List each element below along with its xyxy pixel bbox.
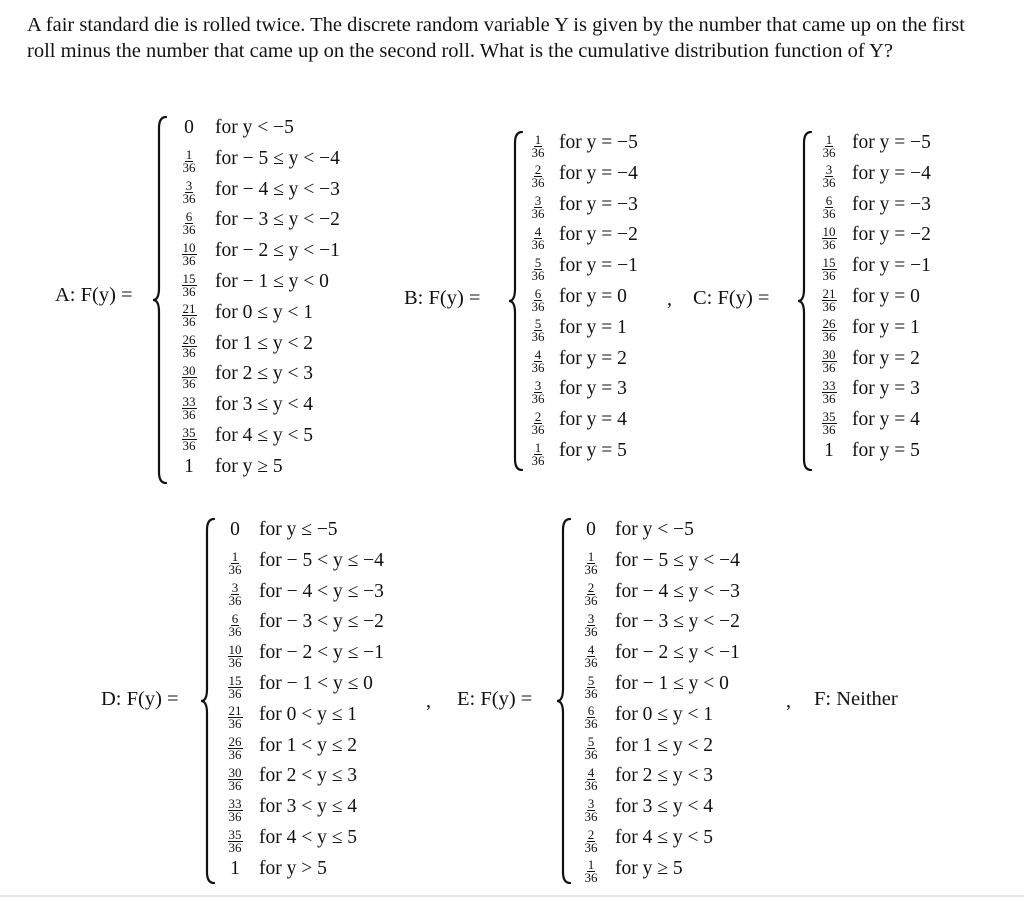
option-d-brace: [198, 518, 218, 884]
option-e-comma: ,: [786, 690, 791, 712]
probability-value: $\frac{33}{36}$: [822, 377, 836, 406]
piecewise-row: [220, 700, 357, 730]
probability-value: $\frac{6}{36}$: [584, 703, 598, 732]
condition-text: for 2 ≤ y < 3: [215, 363, 314, 385]
condition-text: for y = 3: [559, 378, 627, 400]
probability-value: $\frac{1}{36}$: [182, 147, 196, 176]
probability-value: $\frac{21}{36}$: [182, 301, 196, 330]
condition-text: for − 5 ≤ y < −4: [215, 147, 340, 169]
option-e-label: E: F(y) =: [457, 688, 533, 710]
probability-value: 0: [184, 117, 194, 138]
probability-value: $\frac{10}{36}$: [182, 239, 196, 268]
condition-text: for y = −5: [559, 132, 638, 153]
piecewise-row: [220, 638, 384, 668]
condition-text: for y = 1: [559, 316, 627, 338]
piecewise-row: [815, 159, 931, 189]
piecewise-row: [172, 390, 313, 420]
piecewise-row: [526, 344, 627, 374]
condition-text: for 0 < y ≤ 1: [259, 703, 358, 725]
probability-value: 1: [184, 455, 194, 477]
probability-value: $\frac{3}{36}$: [822, 162, 836, 191]
option-c-brace: [795, 131, 815, 471]
piecewise-row: [576, 515, 694, 545]
probability-value: 0: [230, 519, 240, 540]
probability-value: $\frac{33}{36}$: [228, 795, 242, 824]
piecewise-row: [220, 607, 384, 637]
condition-text: for 1 ≤ y < 2: [615, 734, 714, 756]
probability-value: $\frac{3}{36}$: [531, 193, 545, 222]
condition-text: for y = −2: [559, 224, 638, 246]
probability-value: $\frac{35}{36}$: [822, 408, 836, 437]
condition-text: for y ≥ 5: [615, 857, 683, 879]
probability-value: $\frac{10}{36}$: [822, 223, 836, 252]
probability-value: $\frac{5}{36}$: [531, 254, 545, 283]
piecewise-row: [815, 405, 920, 435]
condition-text: for 2 < y ≤ 3: [259, 765, 358, 787]
piecewise-row: [172, 359, 313, 389]
piecewise-row: [526, 159, 638, 189]
condition-text: for − 5 ≤ y < −4: [615, 549, 740, 571]
piecewise-row: [526, 436, 627, 466]
probability-value: $\frac{15}{36}$: [822, 254, 836, 283]
probability-value: $\frac{2}{36}$: [584, 826, 598, 855]
probability-value: $\frac{4}{36}$: [531, 223, 545, 252]
condition-text: for 4 < y ≤ 5: [259, 827, 358, 848]
probability-value: 1: [230, 857, 240, 879]
piecewise-row: [576, 792, 713, 822]
piecewise-row: [526, 374, 627, 404]
probability-value: $\frac{3}{36}$: [584, 610, 598, 639]
piecewise-row: [172, 421, 313, 451]
probability-value: $\frac{6}{36}$: [182, 208, 196, 237]
condition-text: for y = 4: [559, 409, 627, 431]
piecewise-row: [815, 220, 931, 250]
probability-value: $\frac{4}{36}$: [584, 641, 598, 670]
condition-text: for − 3 ≤ y < −2: [215, 209, 340, 231]
piecewise-row: [576, 577, 740, 607]
probability-value: $\frac{3}{36}$: [584, 795, 598, 824]
piecewise-row: [526, 128, 638, 158]
piecewise-row: [526, 251, 638, 281]
condition-text: for y < −5: [215, 117, 294, 138]
probability-value: $\frac{1}{36}$: [584, 857, 598, 886]
condition-text: for − 5 < y ≤ −4: [259, 549, 384, 571]
condition-text: for y = 4: [852, 409, 920, 431]
option-a-label: A: F(y) =: [55, 284, 133, 306]
probability-value: $\frac{33}{36}$: [182, 393, 196, 422]
condition-text: for − 1 < y ≤ 0: [259, 673, 373, 694]
probability-value: $\frac{1}{36}$: [531, 439, 545, 468]
probability-value: $\frac{2}{36}$: [531, 162, 545, 191]
condition-text: for y = 2: [559, 347, 627, 369]
piecewise-row: [220, 577, 384, 607]
condition-text: for − 2 < y ≤ −1: [259, 642, 384, 664]
probability-value: $\frac{5}{36}$: [531, 316, 545, 345]
piecewise-row: [172, 205, 340, 235]
condition-text: for 3 < y ≤ 4: [259, 796, 358, 818]
condition-text: for − 4 ≤ y < −3: [615, 580, 740, 602]
condition-text: for − 3 < y ≤ −2: [259, 611, 384, 633]
piecewise-row: [172, 236, 340, 266]
probability-value: $\frac{5}{36}$: [584, 734, 598, 763]
piecewise-row: [815, 282, 920, 312]
condition-text: for y = −2: [852, 224, 931, 246]
condition-text: for 2 ≤ y < 3: [615, 765, 714, 787]
condition-text: for y = 0: [852, 286, 920, 307]
condition-text: for y = −3: [559, 193, 638, 215]
piecewise-row: [526, 282, 627, 312]
condition-text: for y = 1: [852, 316, 920, 338]
probability-value: $\frac{6}{36}$: [228, 610, 242, 639]
probability-value: $\frac{3}{36}$: [182, 178, 196, 207]
piecewise-row: [172, 113, 294, 143]
condition-text: for − 2 ≤ y < −1: [615, 642, 740, 664]
piecewise-row: [172, 144, 340, 174]
piecewise-row: [576, 638, 740, 668]
condition-text: for 3 ≤ y < 4: [615, 796, 714, 818]
piecewise-row: [220, 546, 384, 576]
condition-text: for − 1 ≤ y < 0: [615, 673, 729, 694]
piecewise-row: [172, 452, 283, 482]
condition-text: for y = −4: [852, 162, 931, 184]
option-e-brace: [554, 518, 574, 884]
piecewise-row: [172, 175, 340, 205]
piecewise-row: [172, 298, 313, 328]
piecewise-row: [576, 669, 729, 699]
probability-value: $\frac{26}{36}$: [182, 332, 196, 361]
condition-text: for y > 5: [259, 857, 327, 879]
piecewise-row: [815, 128, 931, 158]
condition-text: for y < −5: [615, 519, 694, 540]
option-b-comma: ,: [667, 288, 672, 310]
condition-text: for − 1 ≤ y < 0: [215, 271, 329, 292]
option-d-comma: ,: [426, 690, 431, 712]
probability-value: $\frac{1}{36}$: [584, 549, 598, 578]
piecewise-row: [815, 251, 931, 281]
probability-value: $\frac{26}{36}$: [228, 734, 242, 763]
question-text: A fair standard die is rolled twice. The discrete random variable Y is given by the number that came up on the first roll minus the number that came up on the second roll. What is the cumulative distribution function of Y?: [27, 14, 965, 62]
piecewise-row: [220, 731, 357, 761]
condition-text: for y = 0: [559, 286, 627, 307]
piecewise-row: [526, 405, 627, 435]
condition-text: for y = −4: [559, 162, 638, 184]
condition-text: for y ≥ 5: [215, 455, 283, 477]
probability-value: $\frac{3}{36}$: [531, 377, 545, 406]
probability-value: $\frac{4}{36}$: [584, 764, 598, 793]
condition-text: for − 2 ≤ y < −1: [215, 240, 340, 262]
probability-value: $\frac{15}{36}$: [228, 672, 242, 701]
condition-text: for y = 2: [852, 347, 920, 369]
probability-value: $\frac{30}{36}$: [822, 347, 836, 376]
option-b-label: B: F(y) =: [404, 287, 481, 309]
probability-value: $\frac{1}{36}$: [228, 549, 242, 578]
condition-text: for y = 5: [559, 440, 627, 461]
piecewise-row: [220, 823, 357, 853]
condition-text: for − 3 ≤ y < −2: [615, 611, 740, 633]
piecewise-row: [576, 731, 713, 761]
condition-text: for 1 < y ≤ 2: [259, 734, 358, 756]
probability-value: $\frac{35}{36}$: [182, 424, 196, 453]
piecewise-row: [576, 546, 740, 576]
condition-text: for y = −3: [852, 193, 931, 215]
probability-value: $\frac{4}{36}$: [531, 347, 545, 376]
piecewise-row: [172, 267, 329, 297]
piecewise-row: [815, 344, 920, 374]
condition-text: for y ≤ −5: [259, 519, 338, 540]
condition-text: for y = −1: [559, 255, 638, 277]
condition-text: for 4 ≤ y < 5: [615, 827, 714, 848]
probability-value: $\frac{6}{36}$: [531, 285, 545, 314]
option-d-label: D: F(y) =: [101, 688, 179, 710]
probability-value: $\frac{26}{36}$: [822, 316, 836, 345]
piecewise-row: [576, 823, 713, 853]
condition-text: for y = −1: [852, 255, 931, 277]
probability-value: $\frac{15}{36}$: [182, 270, 196, 299]
piecewise-row: [576, 607, 740, 637]
condition-text: for − 4 < y ≤ −3: [259, 580, 384, 602]
probability-value: $\frac{3}{36}$: [228, 580, 242, 609]
piecewise-row: [172, 329, 313, 359]
probability-value: $\frac{2}{36}$: [531, 408, 545, 437]
condition-text: for 0 ≤ y < 1: [215, 301, 314, 323]
piecewise-row: [576, 761, 713, 791]
piecewise-row: [220, 515, 338, 545]
piecewise-row: [576, 854, 683, 884]
option-f-neither: F: Neither: [814, 688, 898, 710]
piecewise-row: [576, 700, 713, 730]
probability-value: $\frac{21}{36}$: [228, 703, 242, 732]
probability-value: $\frac{30}{36}$: [182, 362, 196, 391]
piecewise-row: [220, 761, 357, 791]
condition-text: for y = 5: [852, 440, 920, 461]
condition-text: for 1 ≤ y < 2: [215, 332, 314, 354]
piecewise-row: [815, 436, 920, 466]
piecewise-row: [815, 190, 931, 220]
condition-text: for − 4 ≤ y < −3: [215, 178, 340, 200]
condition-text: for 0 ≤ y < 1: [615, 703, 714, 725]
bottom-divider: [0, 895, 1024, 897]
probability-value: $\frac{1}{36}$: [822, 131, 836, 160]
piecewise-row: [815, 313, 920, 343]
piecewise-row: [526, 190, 638, 220]
probability-value: $\frac{1}{36}$: [531, 131, 545, 160]
option-b-brace: [506, 131, 526, 471]
probability-value: 1: [824, 440, 834, 461]
probability-value: $\frac{6}{36}$: [822, 193, 836, 222]
probability-value: $\frac{21}{36}$: [822, 285, 836, 314]
piecewise-row: [815, 374, 920, 404]
probability-value: $\frac{5}{36}$: [584, 672, 598, 701]
probability-value: $\frac{30}{36}$: [228, 764, 242, 793]
condition-text: for y = 3: [852, 378, 920, 400]
probability-value: $\frac{35}{36}$: [228, 826, 242, 855]
probability-value: 0: [586, 519, 596, 540]
condition-text: for 3 ≤ y < 4: [215, 394, 314, 416]
piecewise-row: [526, 220, 638, 250]
option-c-label: C: F(y) =: [693, 287, 770, 309]
piecewise-row: [526, 313, 627, 343]
condition-text: for 4 ≤ y < 5: [215, 425, 314, 446]
condition-text: for y = −5: [852, 132, 931, 153]
piecewise-row: [220, 854, 327, 884]
probability-value: $\frac{2}{36}$: [584, 580, 598, 609]
piecewise-row: [220, 669, 373, 699]
option-a-brace: [150, 116, 170, 484]
probability-value: $\frac{10}{36}$: [228, 641, 242, 670]
piecewise-row: [220, 792, 357, 822]
